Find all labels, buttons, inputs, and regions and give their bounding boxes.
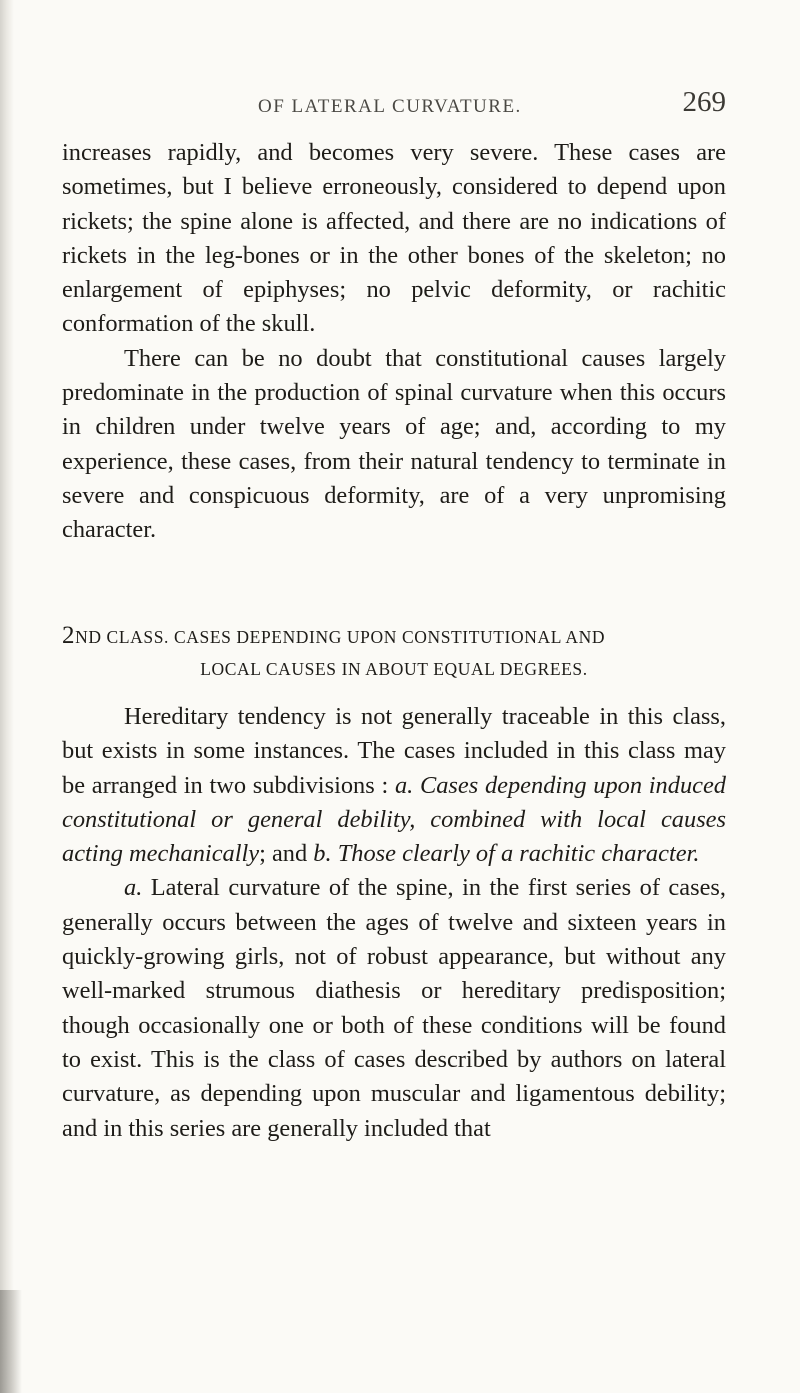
paragraph-continuation: increases rapidly, and becomes very severe. These cases are sometimes, but I believe erroneously, considered to depend upon rickets; the spine alone is affected, and there are no indications of rickets in the leg-bones or in the other bones of the skeleton; no enlargement of epiphyses; no pelvic deformity, or rachitic conformation of the skull. (62, 139, 726, 338)
page-number: 269 (682, 86, 726, 118)
heading-text-1: ND CLASS. CASES DEPENDING UPON CONSTITUTIONAL AND (75, 627, 606, 647)
paragraph-lateral-curvature (62, 871, 726, 1145)
text-run: Lateral curvature of the spine, in the first series of cases, generally occurs between the ages of twelve and sixteen years in quickly-growing girls, not of robust appearance, but without any well-marked strumous diathesis or hereditary predisposition; though occasionally one or both of these conditions will be found to exist. This is the class of cases described by authors on lateral curvature, as depending upon muscular and ligamentous debility; and in this series are generally included that (62, 874, 726, 1142)
paragraph-hereditary-tendency (62, 700, 726, 871)
subdivision-a-label: a. (394, 771, 414, 799)
subdivision-b-text: Those clearly of a rachitic character. (337, 840, 700, 868)
section-heading (62, 620, 726, 685)
intro-text-block (62, 136, 726, 548)
page-corner-shadow (0, 1290, 22, 1393)
class-text-block (62, 700, 726, 1146)
text-run: Hereditary tendency is not generally traceable in this class, but exists in some instances. The cases included in this class may be arranged in two subdivisions : (62, 703, 726, 799)
running-title: OF LATERAL CURVATURE. (258, 96, 522, 117)
text-run: ; and (259, 840, 314, 868)
section-heading-line-2: LOCAL CAUSES IN ABOUT EQUAL DEGREES. (200, 659, 588, 679)
paragraph-constitutional-causes: There can be no doubt that constitutional causes largely predominate in the production of spinal curvature when this occurs in children under twelve years of age; and, according to my experience, these cases, from their natural tendency to terminate in severe and conspicuous deformity, are of a very unpromising character. (62, 344, 726, 544)
class-numeral: 2 (62, 622, 76, 649)
page-header (258, 86, 726, 122)
subdivision-b-label: b. (313, 840, 332, 868)
section-heading-line-1 (62, 620, 726, 653)
series-a-label: a. (124, 874, 143, 902)
subdivision-a-text: Cases depending upon induced constitutional or general debility, combined with local causes acting mechanically (62, 771, 726, 868)
page-binding-shadow (0, 0, 14, 1393)
